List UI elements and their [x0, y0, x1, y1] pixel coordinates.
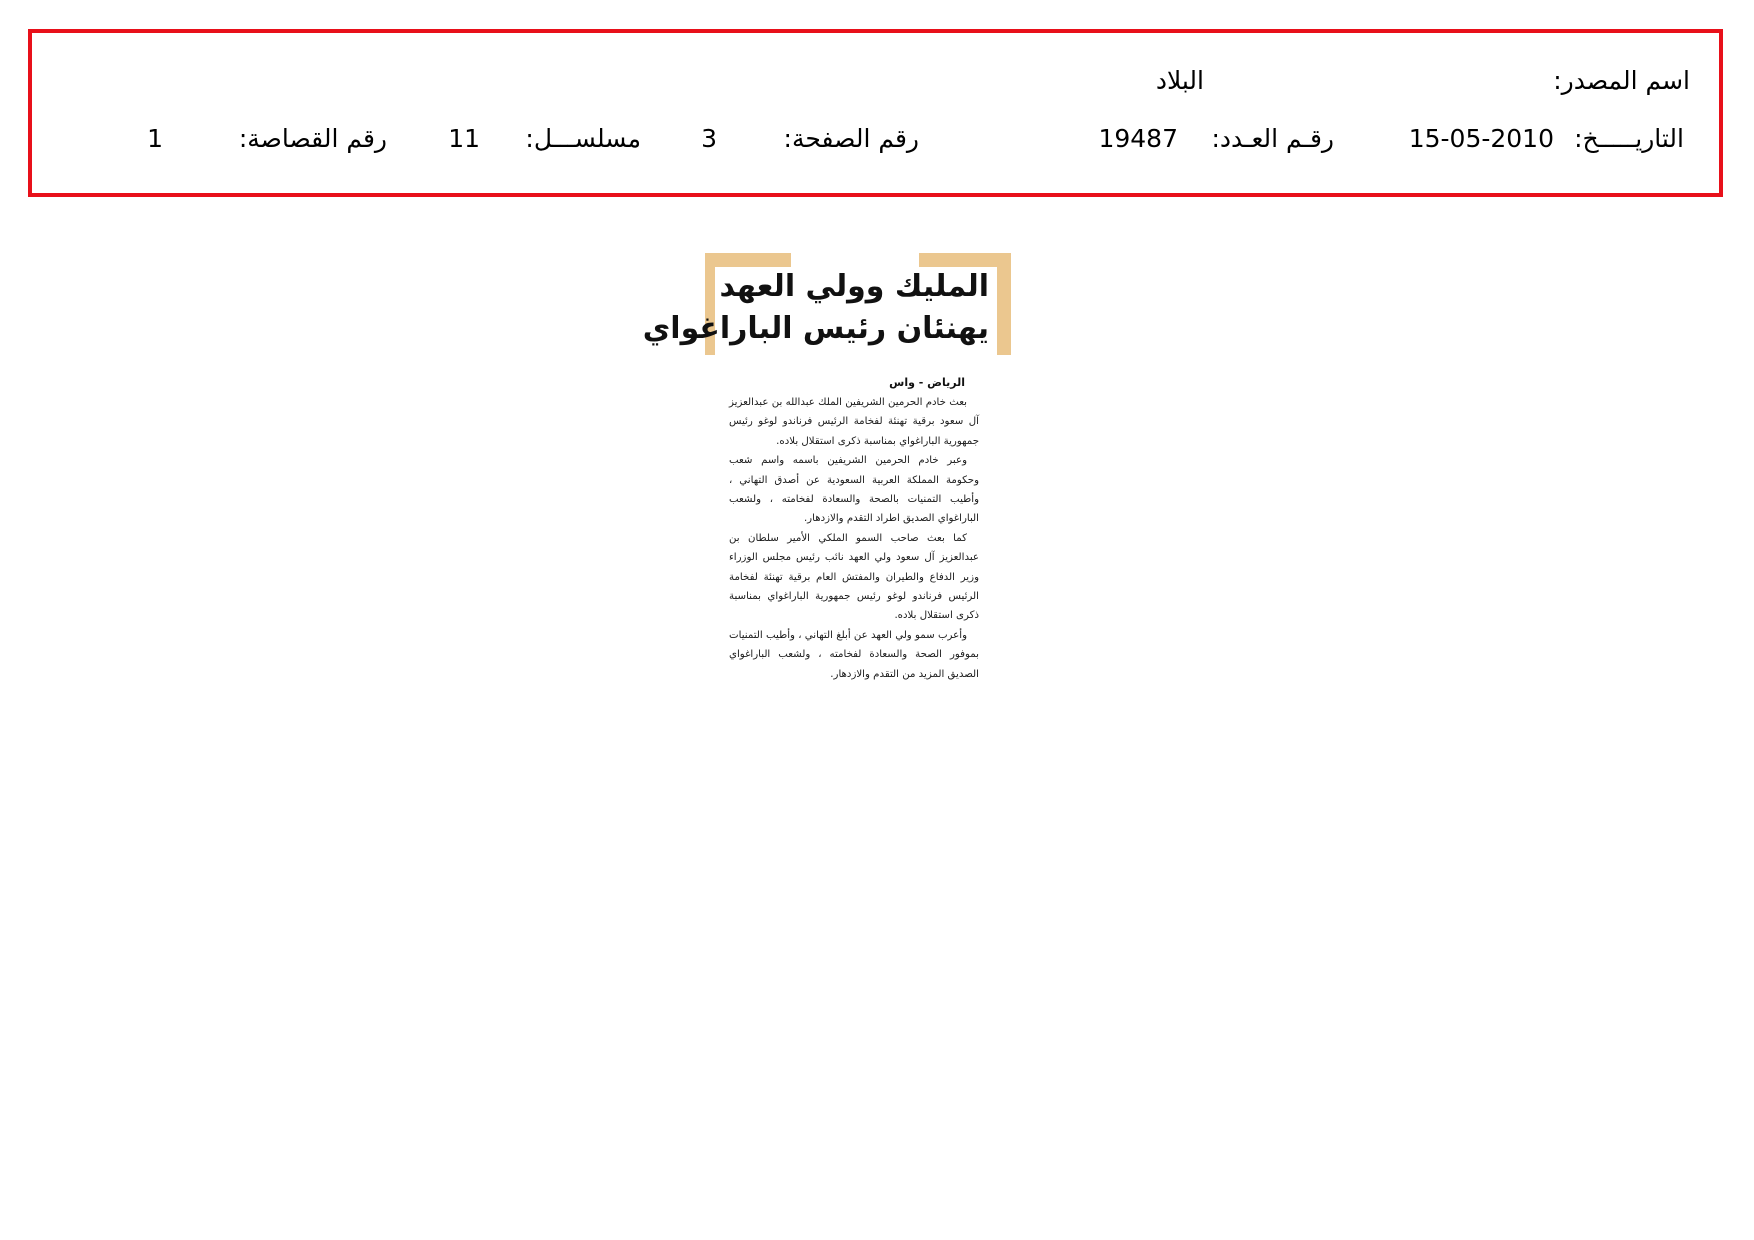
- issue-number-label: رقـم العـدد:: [1211, 124, 1334, 153]
- article-clipping: [642, 253, 1011, 713]
- serial-label: مسلســـل:: [525, 124, 641, 153]
- article-headline-line-2: يهنئان رئيس الباراغواي: [642, 311, 989, 346]
- clipping-metadata-box: [28, 29, 1723, 197]
- source-label: اسم المصدر:: [1553, 66, 1690, 95]
- page-number-label: رقم الصفحة:: [783, 124, 919, 153]
- article-dateline: الرياض - واس: [889, 376, 965, 389]
- date-value: 15-05-2010: [1408, 124, 1554, 153]
- article-paragraph: بعث خادم الحرمين الشريفين الملك عبدالله بن عبدالعزيز آل سعود برقية تهنئة لفخامة الرئيس فرناندو لوغو رئيس جمهورية الباراغواي بمناسبة ذكرى استقلال بلاده.: [729, 397, 979, 447]
- article-paragraph: كما بعث صاحب السمو الملكي الأمير سلطان بن عبدالعزيز آل سعود ولي العهد نائب رئيس مجلس الوزراء وزير الدفاع والطيران والمفتش العام برقية تهنئة لفخامة الرئيس فرناندو لوغو رئيس جمهورية الباراغواي بمناسبة ذكرى استقلال بلاده.: [729, 532, 979, 622]
- serial-value: 11: [448, 124, 480, 153]
- issue-number-value: 19487: [1098, 124, 1178, 153]
- article-paragraph: وعبر خادم الحرمين الشريفين باسمه واسم شعب وحكومة المملكة العربية السعودية عن أصدق التهاني ، وأطيب التمنيات بالصحة والسعادة لفخامته ، ولشعب الباراغواي الصديق اطراد التقدم والازدهار.: [729, 455, 979, 525]
- frame-top-left-bar: [705, 253, 791, 267]
- article-headline-line-1: المليك وولي العهد: [719, 269, 989, 304]
- article-body: [729, 393, 979, 684]
- clip-number-value: 1: [147, 124, 163, 153]
- source-value: البلاد: [1155, 66, 1204, 95]
- article-paragraph: وأعرب سمو ولي العهد عن أبلغ التهاني ، وأطيب التمنيات بموفور الصحة والسعادة لفخامته ، ولشعب الباراغواي الصديق المزيد من التقدم والازدهار.: [729, 629, 979, 680]
- date-label: التاريـــــخ:: [1574, 124, 1684, 153]
- page-number-value: 3: [701, 124, 717, 153]
- clip-number-label: رقم القصاصة:: [238, 124, 387, 153]
- frame-right-bar: [997, 253, 1011, 355]
